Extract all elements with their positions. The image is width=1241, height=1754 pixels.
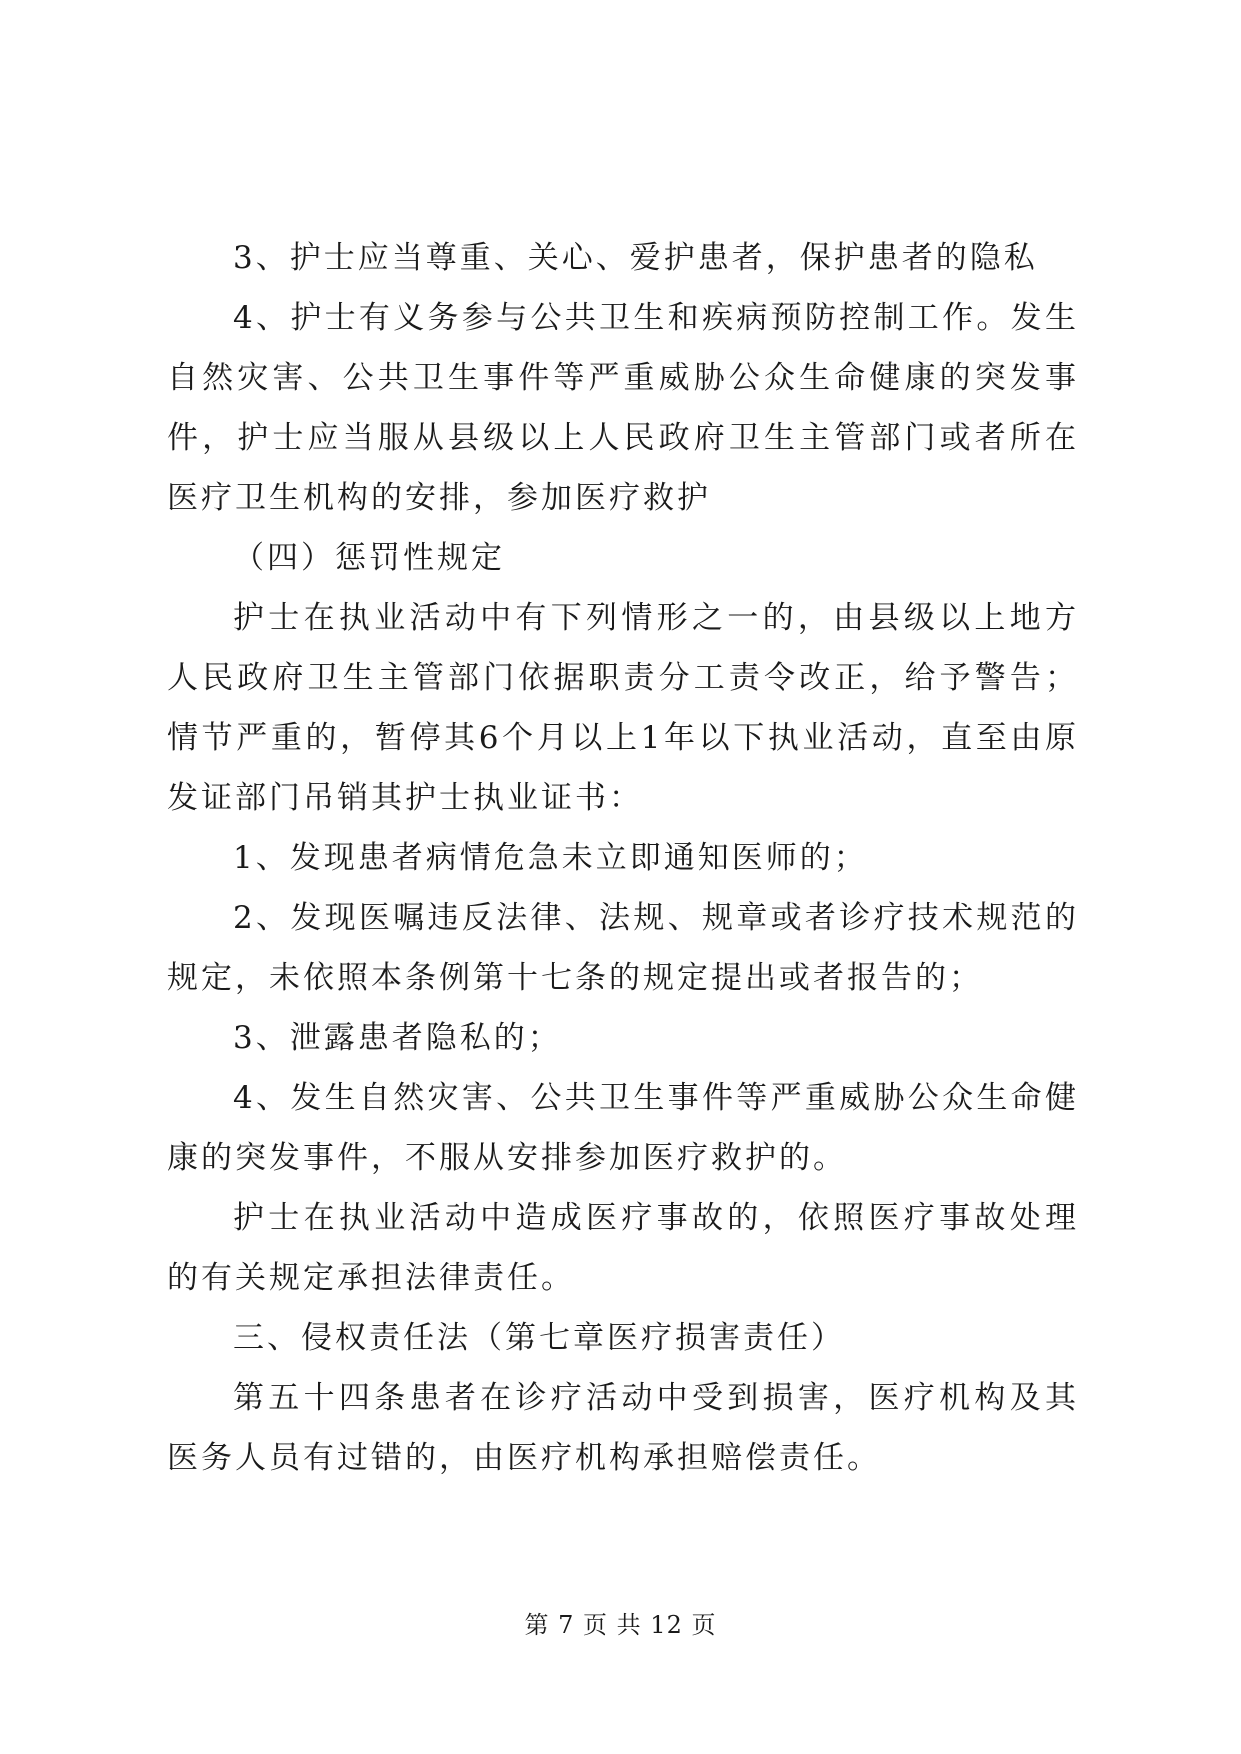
paragraph-penalty-intro: 护士在执业活动中有下列情形之一的，由县级以上地方人民政府卫生主管部门依据职责分工责令改正，给予警告；情节严重的，暂停其6个月以上1年以下执业活动，直至由原发证部门吊销其护士执业证书： (167, 600, 1079, 816)
page-number-footer: 第 7 页 共 12 页 (524, 1611, 717, 1639)
paragraph-penalty-item-4: 4、发生自然灾害、公共卫生事件等严重威胁公众生命健康的突发事件，不服从安排参加医疗救护的。 (167, 1080, 1079, 1176)
paragraph-penalty-item-3: 3、泄露患者隐私的； (233, 1020, 562, 1056)
paragraph-nurse-duty-4: 4、护士有义务参与公共卫生和疾病预防控制工作。发生自然灾害、公共卫生事件等严重威胁公众生命健康的突发事件，护士应当服从县级以上人民政府卫生主管部门或者所在医疗卫生机构的安排，参加医疗救护 (167, 300, 1079, 516)
section-heading-tort-law: 三、侵权责任法（第七章医疗损害责任） (233, 1320, 845, 1356)
section-heading-penalties: （四）惩罚性规定 (233, 540, 505, 576)
paragraph-penalty-item-2: 2、发现医嘱违反法律、法规、规章或者诊疗技术规范的规定，未依照本条例第十七条的规定提出或者报告的； (167, 900, 1079, 996)
paragraph-penalty-item-1: 1、发现患者病情危急未立即通知医师的； (233, 840, 868, 876)
paragraph-medical-accident: 护士在执业活动中造成医疗事故的，依照医疗事故处理的有关规定承担法律责任。 (167, 1200, 1079, 1296)
document-body (167, 228, 1079, 1488)
paragraph-nurse-duty-3: 3、护士应当尊重、关心、爱护患者，保护患者的隐私 (233, 240, 1038, 276)
paragraph-article-54: 第五十四条患者在诊疗活动中受到损害，医疗机构及其医务人员有过错的，由医疗机构承担赔偿责任。 (167, 1380, 1079, 1476)
